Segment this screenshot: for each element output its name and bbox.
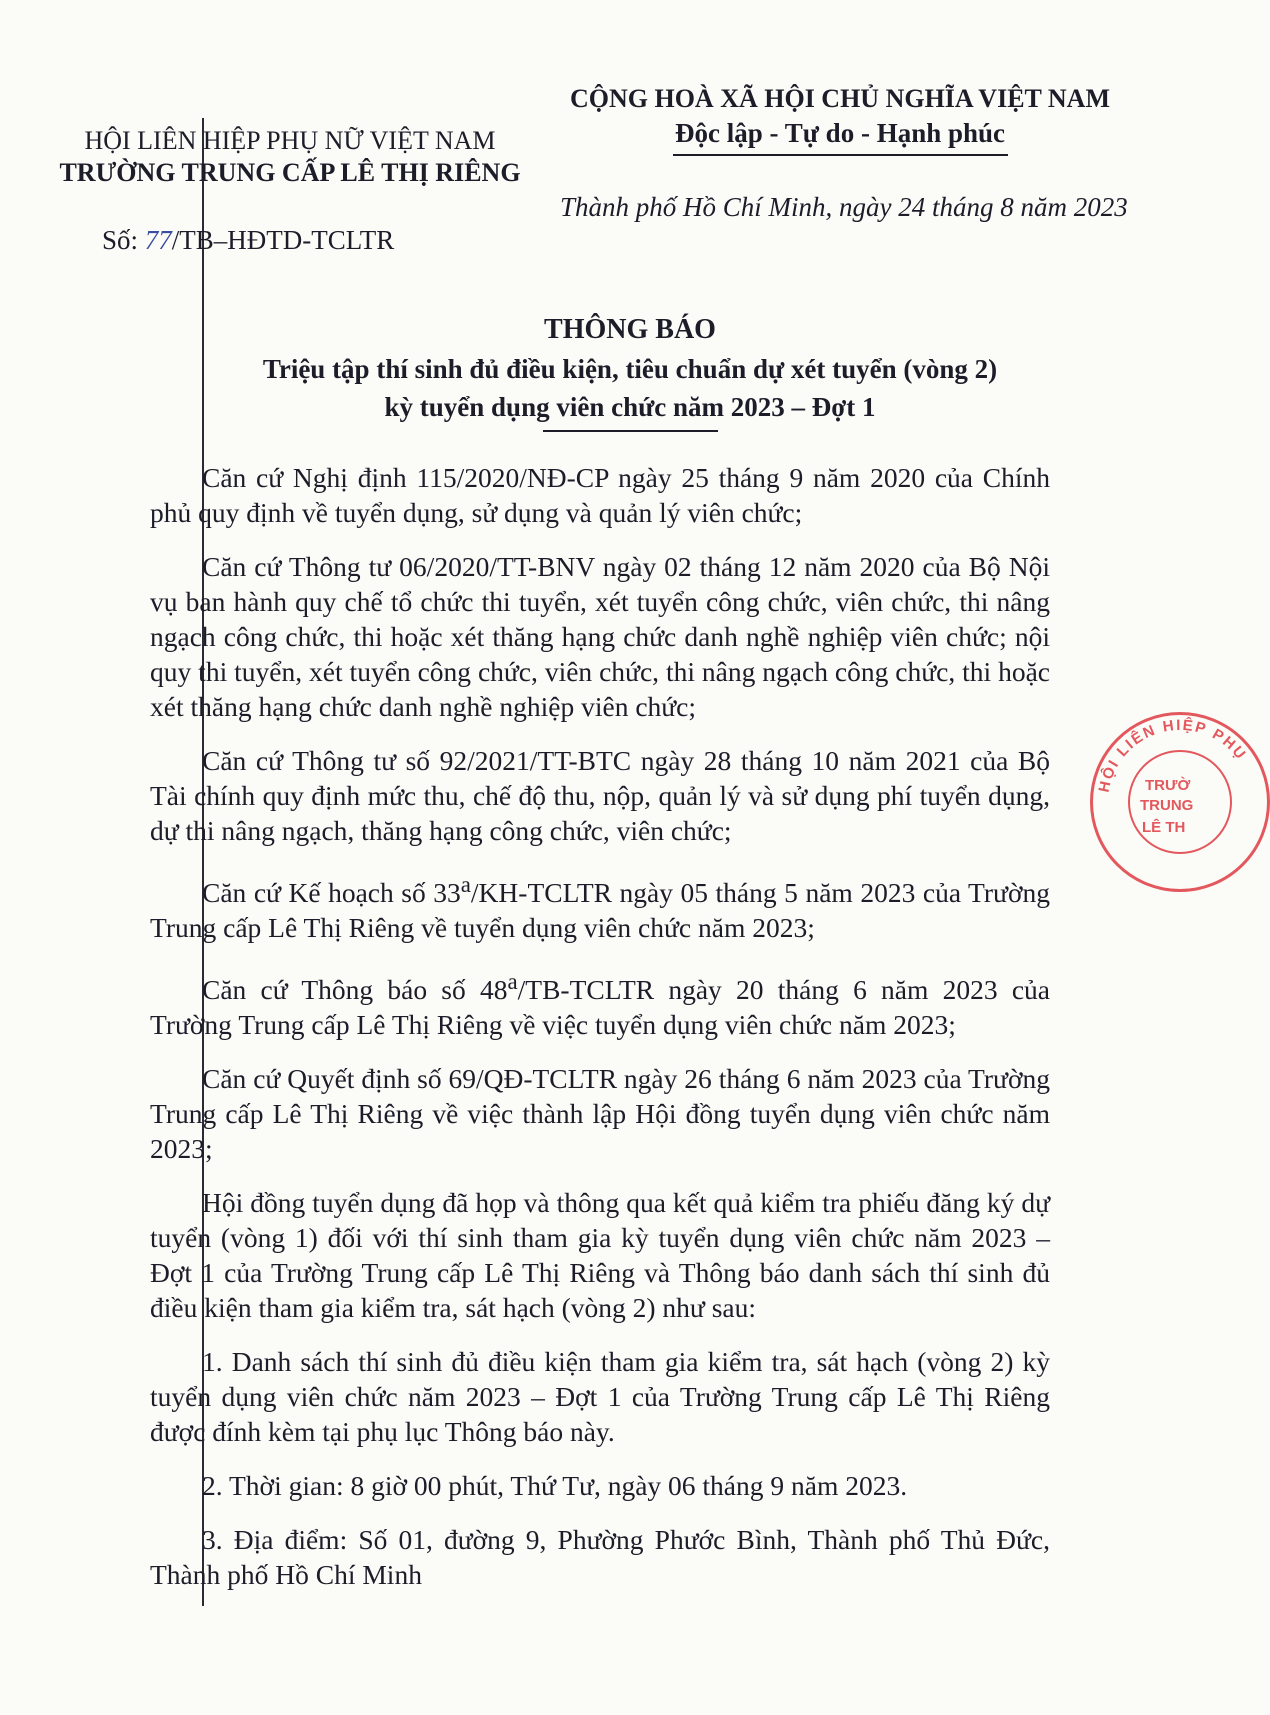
- document-heading: THÔNG BÁO: [544, 314, 716, 345]
- national-header: [560, 82, 1128, 223]
- legal-basis-notice-48a: [150, 964, 1050, 1042]
- national-motto: Độc lập - Tự do - Hạnh phúc: [674, 118, 1006, 148]
- red-official-seal-inner-ring: [1128, 750, 1232, 854]
- legal-basis-circular-06: Căn cứ Thông tư 06/2020/TT-BNV ngày 02 tháng 12 năm 2020 của Bộ Nội vụ ban hành quy chế tổ chức thi tuyển, xét tuyển công chức, viên chức, thi nâng ngạch công chức, thi hoặc xét thăng hạng chức danh nghề nghiệp viên chức; nội quy thi tuyển, xét tuyển công chức, viên chức, thi nâng ngạch công chức, thi hoặc xét thăng hạng chức danh nghề nghiệp viên chức;: [150, 551, 1050, 722]
- plan-text-start: Căn cứ Kế hoạch số 33: [202, 877, 461, 909]
- document-number-handwritten: 77: [144, 225, 172, 255]
- plan-text-end: /KH-TCLTR ngày 05 tháng 5 năm 2023 của Trường Trung cấp Lê Thị Riêng về tuyển dụng viên chức năm 2023;: [150, 877, 1050, 944]
- document-subtitle-line-2: kỳ tuyển dụng viên chức năm 2023 – Đợt 1: [384, 392, 876, 422]
- legal-basis-circular-92: Căn cứ Thông tư số 92/2021/TT-BTC ngày 28 tháng 10 năm 2021 của Bộ Tài chính quy định mức thu, chế độ thu, nộp, quản lý và sử dụng phí tuyển dụng, dự thi nâng ngạch, thăng hạng công chức, viên chức;: [150, 745, 1050, 846]
- seal-inner-text-2: TRUNG: [1140, 797, 1194, 814]
- school-name: TRƯỜNG TRUNG CẤP LÊ THỊ RIÊNG: [59, 158, 521, 187]
- seal-inner-text-1: TRƯỜ: [1145, 777, 1191, 794]
- council-statement: Hội đồng tuyển dụng đã họp và thông qua kết quả kiểm tra phiếu đăng ký dự tuyển (vòng 1) đối với thí sinh tham gia kỳ tuyển dụng viên chức năm 2023 – Đợt 1 của Trường Trung cấp Lê Thị Riêng và Thông báo danh sách thí sinh đủ điều kiện tham gia kiểm tra, sát hạch (vòng 2) như sau:: [150, 1187, 1050, 1324]
- notice-superscript: a: [507, 969, 518, 995]
- document-number-suffix: /TB–HĐTD-TCLTR: [171, 225, 395, 255]
- plan-superscript: a: [460, 872, 471, 897]
- item-time: 2. Thời gian: 8 giờ 00 phút, Thứ Tư, ngày 06 tháng 9 năm 2023.: [202, 1470, 908, 1502]
- document-subtitle-line-1: Triệu tập thí sinh đủ điều kiện, tiêu chuẩn dự xét tuyển (vòng 2): [262, 354, 998, 384]
- seal-outer-text: HỘI LIÊN HIỆP PHỤ: [1095, 716, 1250, 794]
- issuing-authority-header: [40, 125, 540, 255]
- item-location: 3. Địa điểm: Số 01, đường 9, Phường Phước Bình, Thành phố Thủ Đức, Thành phố Hồ Chí Minh: [150, 1524, 1050, 1591]
- notice-text-end: /TB-TCLTR ngày 20 tháng 6 năm 2023 của Trường Trung cấp Lê Thị Riêng về việc tuyển dụng viên chức năm 2023;: [150, 974, 1050, 1041]
- document-title-block: [150, 310, 1110, 432]
- organization-name: HỘI LIÊN HIỆP PHỤ NỮ VIỆT NAM: [84, 126, 496, 155]
- nation-name: CỘNG HOÀ XÃ HỘI CHỦ NGHĨA VIỆT NAM: [569, 84, 1111, 113]
- document-number-prefix: Số:: [102, 225, 145, 255]
- legal-basis-plan-33a: [150, 867, 1050, 945]
- item-candidate-list: 1. Danh sách thí sinh đủ điều kiện tham gia kiểm tra, sát hạch (vòng 2) kỳ tuyển dụng viên chức năm 2023 – Đợt 1 của Trường Trung cấp Lê Thị Riêng được đính kèm tại phụ lục Thông báo này.: [150, 1346, 1050, 1448]
- title-underline: [543, 430, 718, 432]
- legal-basis-decision-69: Căn cứ Quyết định số 69/QĐ-TCLTR ngày 26 tháng 6 năm 2023 của Trường Trung cấp Lê Thị Riêng về việc thành lập Hội đồng tuyển dụng viên chức năm 2023;: [150, 1063, 1050, 1165]
- document-number: [102, 225, 394, 256]
- place-and-date: Thành phố Hồ Chí Minh, ngày 24 tháng 8 năm 2023: [560, 192, 1128, 222]
- document-body: [150, 460, 1050, 1611]
- legal-basis-decree: Căn cứ Nghị định 115/2020/NĐ-CP ngày 25 tháng 9 năm 2020 của Chính phủ quy định về tuyển dụng, sử dụng và quản lý viên chức;: [150, 462, 1050, 528]
- motto-underline: [673, 154, 1008, 156]
- seal-inner-text-3: LÊ TH: [1142, 819, 1186, 836]
- notice-text-start: Căn cứ Thông báo số 48: [202, 974, 508, 1006]
